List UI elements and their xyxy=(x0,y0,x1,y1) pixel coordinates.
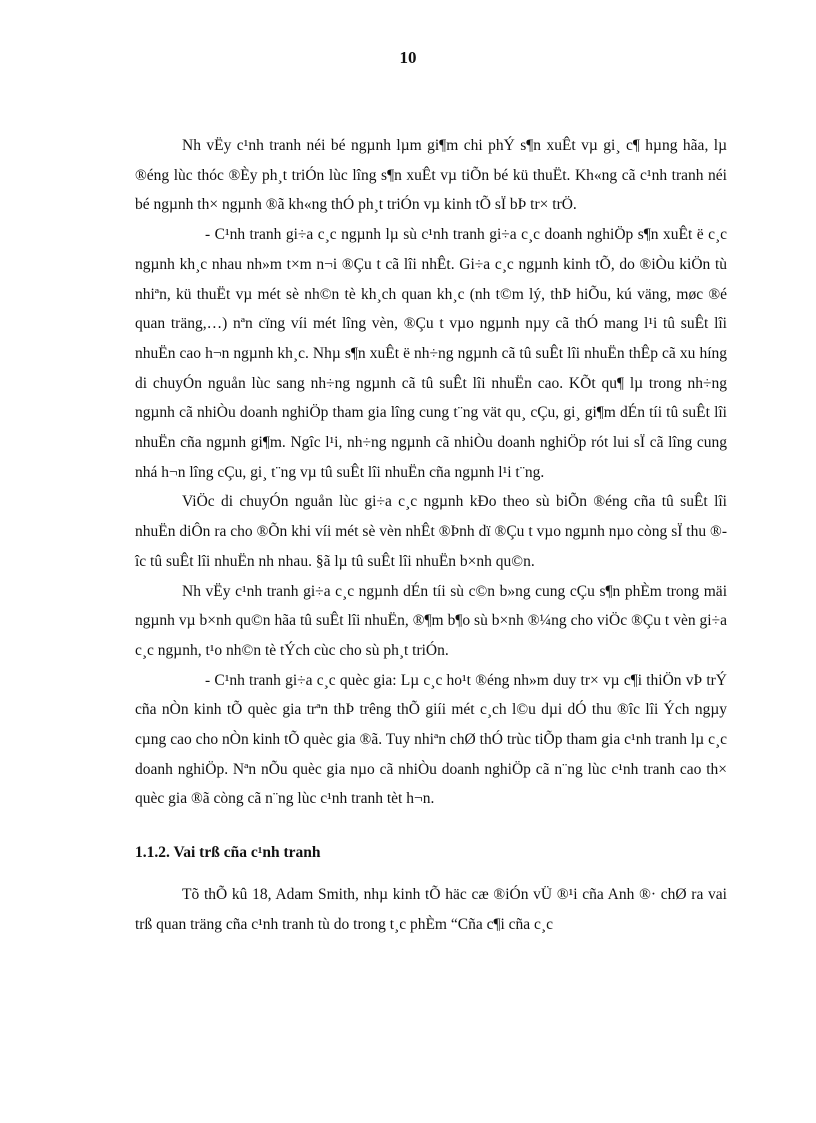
paragraph: - C¹nh tranh gi÷a c¸c ngµnh lµ sù c¹nh tranh gi÷a c¸c doanh nghiÖp s¶n xuÊt ë c¸c ngµnh kh¸c nhau nh»m t×m n¬i ®Çu t cã lîi nhÊt. Gi÷a c¸c ngµnh kinh tÕ, do ®iÒu kiÖn tù nhiªn, kü thuËt vµ mét sè nh©n tè kh¸ch quan kh¸c (nh t©m lý, thÞ hiÕu, kú väng, møc ®é quan träng,…) nªn cïng víi mét lîng vèn, ®Çu t vµo ngµnh nµy cã thÓ mang l¹i tû suÊt lîi nhuËn cao h¬n ngµnh kh¸c. Nhµ s¶n xuÊt ë nh÷ng ngµnh cã tû suÊt lîi nhuËn thÊp cã xu híng di chuyÓn nguån lùc sang nh÷ng ngµnh cã tû suÊt lîi nhuËn cao. KÕt qu¶ lµ trong nh÷ng ngµnh cã nhiÒu doanh nghiÖp tham gia lîng cung t¨ng vät qu¸ cÇu, gi¸ gi¶m dÉn tíi tû suÊt lîi nhuËn cña ngµnh gi¶m. Ngîc l¹i, nh÷ng ngµnh cã nhiÒu doanh nghiÖp rót lui sÏ cã lîng cung nhá h¬n lîng cÇu, gi¸ t¨ng vµ tû suÊt lîi nhuËn cña ngµnh l¹i t¨ng. xyxy=(135,226,727,481)
page-number: 10 xyxy=(399,48,417,67)
paragraph: Nh vËy c¹nh tranh gi÷a c¸c ngµnh dÉn tíi sù c©n b»ng cung cÇu s¶n phÈm trong mäi ngµnh vµ b×nh qu©n hãa tû suÊt lîi nhuËn, ®¶m b¶o sù b×nh ®¼ng cho viÖc ®Çu t vèn gi÷a c¸c ngµnh, t¹o nh©n tè tÝch cùc cho sù ph¸t triÓn. xyxy=(135,582,727,659)
paragraph: - C¹nh tranh gi÷a c¸c quèc gia: Lµ c¸c ho¹t ®éng nh»m duy tr× vµ c¶i thiÖn vÞ trÝ cña nÒn kinh tÕ quèc gia trªn thÞ trêng thÕ giíi mét c¸ch l©u dµi dÓ thu ®îc lîi Ých ngµy cµng cao cho nÒn kinh tÕ quèc gia ®ã. Tuy nhiªn chØ thÓ trùc tiÕp tham gia c¹nh tranh lµ c¸c doanh nghiÖp. Nªn nÕu quèc gia nµo cã nhiÒu doanh nghiÖp cã n¨ng lùc c¹nh tranh cao th× quèc gia ®ã còng cã n¨ng lùc c¹nh tranh tèt h¬n. xyxy=(135,671,727,808)
paragraph: ViÖc di chuyÓn nguån lùc gi÷a c¸c ngµnh kÐo theo sù biÕn ®éng cña tû suÊt lîi nhuËn diÔn ra cho ®Õn khi víi mét sè vèn nhÊt ®Þnh dï ®Çu t vµo ngµnh nµo còng sÏ thu ®îc tû suÊt lîi nhuËn nh nhau. §ã lµ tû suÊt lîi nhuËn b×nh qu©n. xyxy=(135,493,727,570)
section-heading: 1.1.2. Vai trß cña c¹nh tranh xyxy=(135,844,321,862)
paragraph: Nh vËy c¹nh tranh néi bé ngµnh lµm gi¶m chi phÝ s¶n xuÊt vµ gi¸ c¶ hµng hãa, lµ ®éng lùc thóc ®Èy ph¸t triÓn lùc lîng s¶n xuÊt vµ tiÕn bé kü thuËt. Kh«ng cã c¹nh tranh néi bé ngµnh th× ngµnh ®ã kh«ng thÓ ph¸t triÓn vµ kinh tÕ sÏ bÞ tr× trÖ. xyxy=(135,137,727,214)
document-body xyxy=(135,131,727,939)
paragraph: Tõ thÕ kû 18, Adam Smith, nhµ kinh tÕ häc cæ ®iÓn vÜ ®¹i cña Anh ®· chØ ra vai trß quan träng cña c¹nh tranh tù do trong t¸c phÈm “Cña c¶i cña c¸c xyxy=(135,885,727,933)
